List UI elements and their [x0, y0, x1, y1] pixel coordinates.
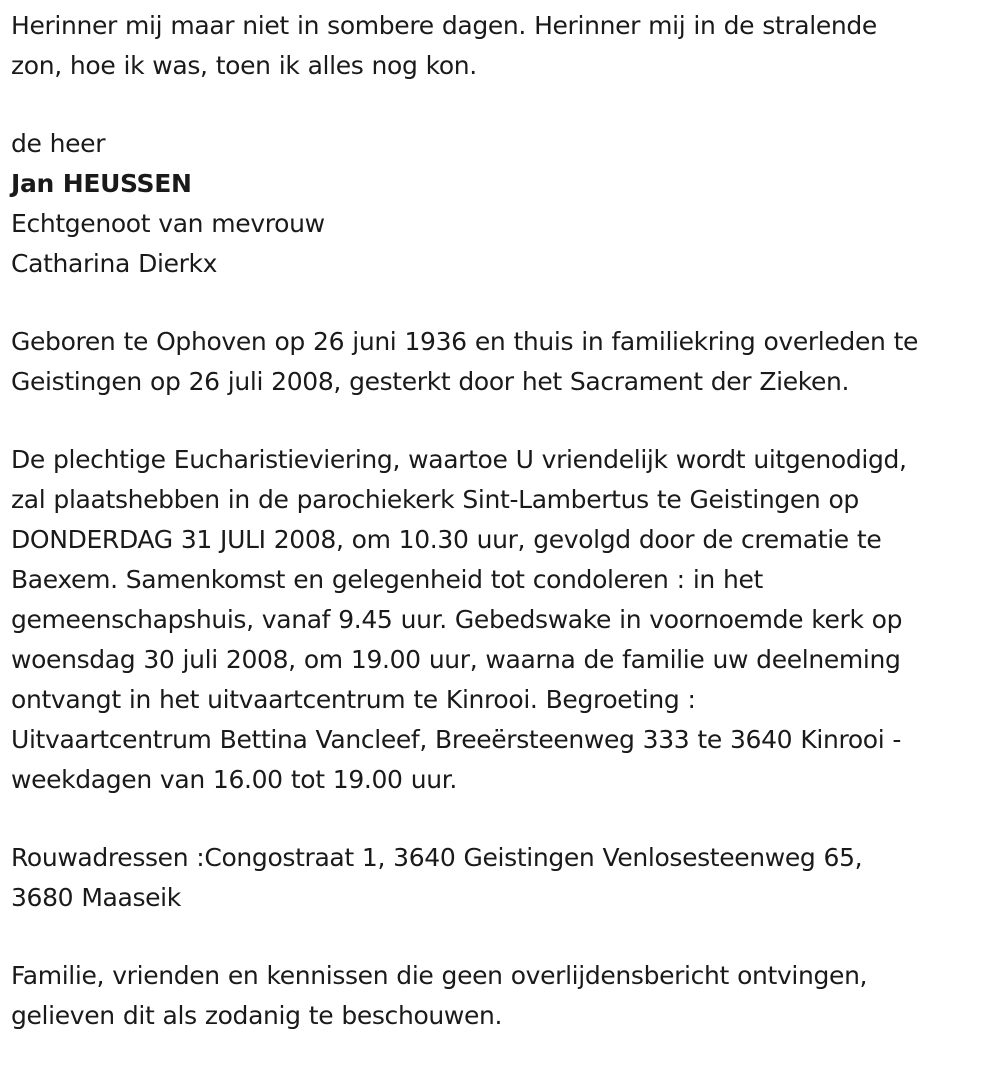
title-prefix: de heer	[11, 129, 106, 158]
spacer	[11, 86, 991, 124]
spouse-name: Catharina Dierkx	[11, 249, 218, 278]
addresses-text: Rouwadressen :Congostraat 1, 3640 Geistingen Venlosesteenweg 65, 3680 Maaseik	[11, 843, 863, 912]
spacer	[11, 284, 991, 322]
ceremony-text: De plechtige Eucharistieviering, waartoe U vriendelijk wordt uitgenodigd, zal plaatshebben in de parochiekerk Sint-Lambertus te Geistingen op DONDERDAG 31 JULI 2008, om 10.30 uur, gevolgd door de crematie te Baexem. Samenkomst en gelegenheid tot condoleren : in het gemeenschapshuis, vanaf 9.45 uur. Gebedswake in voornoemde kerk op woensdag 30 juli 2008, om 19.00 uur, waarna de familie uw deelneming ontvangt in het uitvaartcentrum te Kinrooi. Begroeting : Uitvaartcentrum Bettina Vancleef, Breeërsteenweg 333 te 3640 Kinrooi - weekdagen van 16.00 tot 19.00 uur.	[11, 445, 907, 794]
spouse-label: Echtgenoot van mevrouw	[11, 209, 325, 238]
poem-text: Herinner mij maar niet in sombere dagen. Herinner mij in de stralende zon, hoe ik was, toen ik alles nog kon.	[11, 11, 877, 80]
closing-text: Familie, vrienden en kennissen die geen overlijdensbericht ontvingen, gelieven dit als zodanig te beschouwen.	[11, 961, 868, 1030]
birth-death-text: Geboren te Ophoven op 26 juni 1936 en thuis in familiekring overleden te Geistingen op 26 juli 2008, gesterkt door het Sacrament der Zieken.	[11, 327, 919, 396]
spacer	[11, 402, 991, 440]
deceased-name: Jan HEUSSEN	[11, 169, 192, 198]
spacer	[11, 800, 991, 838]
obituary-document	[11, 6, 991, 1036]
spacer	[11, 918, 991, 956]
